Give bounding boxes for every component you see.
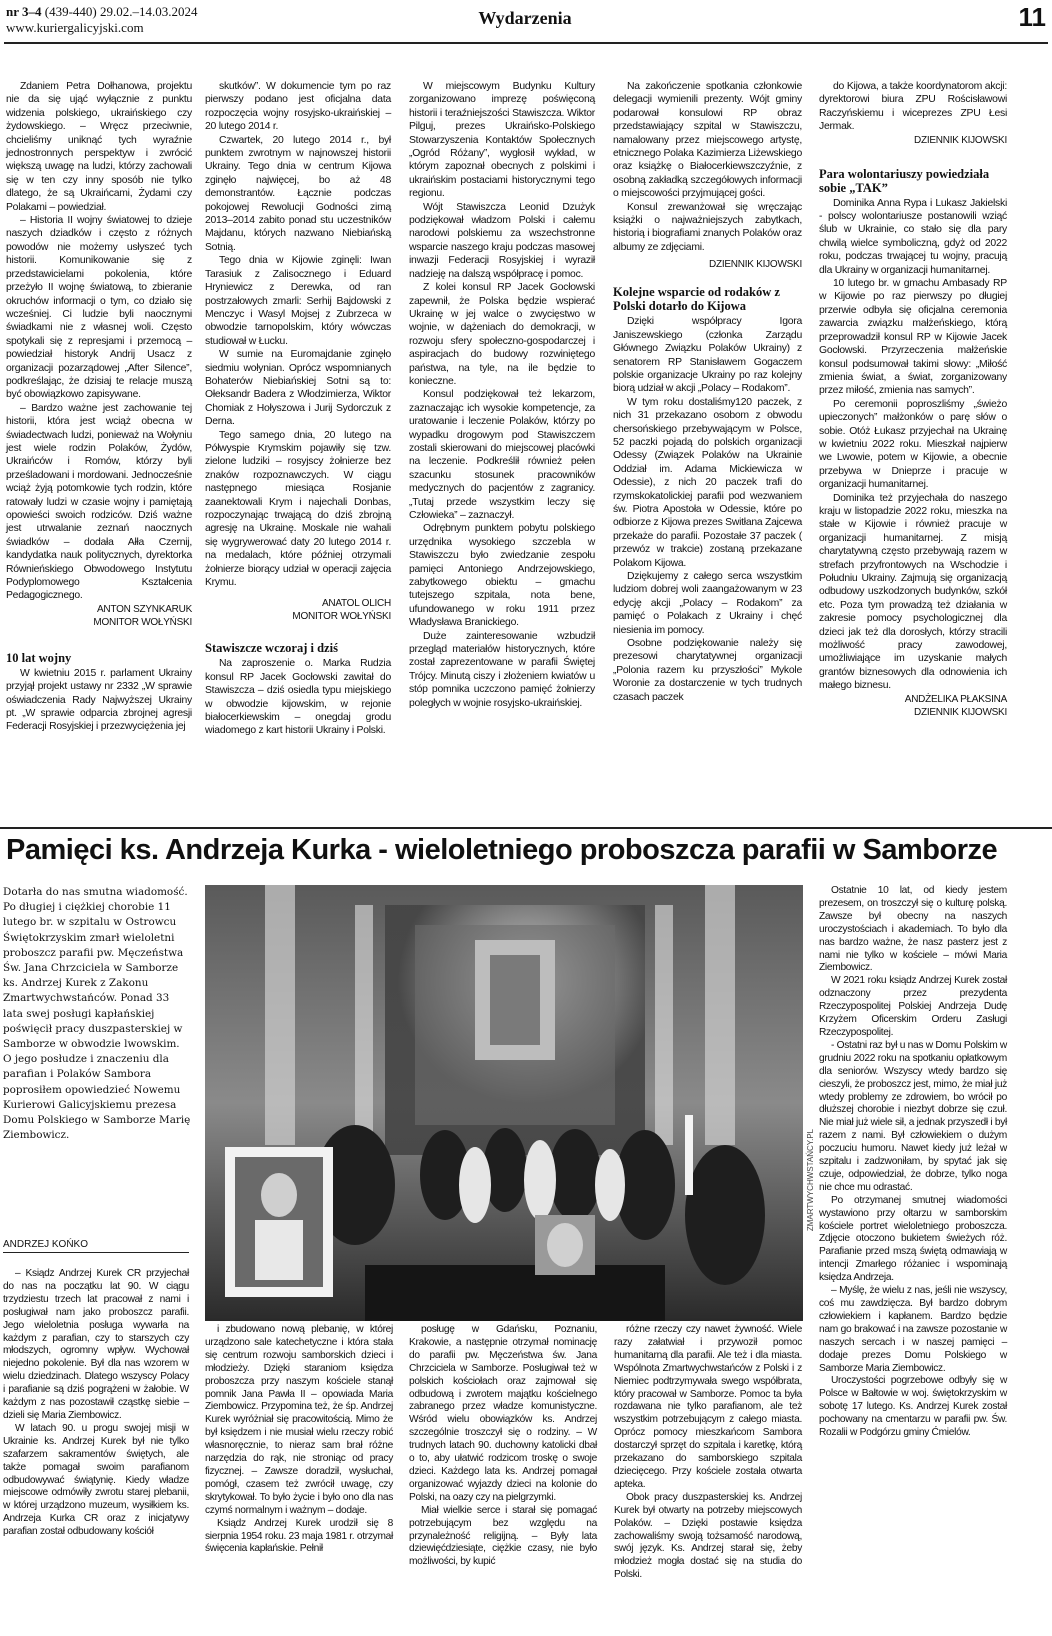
paragraph: W latach 90. u progu swojej misji w Ukrainie ks. Andrzej Kurek był nie tylko szafarzem sakramentów świętych, ale także pomagał swoim parafianom odbudowywać świątynię. Kiedy władze miejscowe odmówiły zwrotu starej plebanii, w której urządzono muzeum, wysiłkiem ks. Andrzeja Kurka CR oraz z inicjatywy parafian został odbudowany kościół — [3, 1422, 189, 1538]
paragraph: Po otrzymanej smutnej wiadomości wystawiono przy ołtarzu w samborskim kościele portret wieloletniego proboszcza. Zdjęcie otoczono bukietem świeżych róż. Parafianie przed mszą świętą odmawiają w intencji Zmarłego różaniec i wspominają księdza Andrzeja. — [819, 1194, 1007, 1284]
byline: DZIENNIK KIJOWSKI — [914, 134, 1007, 146]
subheading: Para wolontariuszy powiedziała sobie „TAK” — [819, 166, 990, 195]
paragraph: do Kijowa, a także koordynatorom akcji: dyrektorowi biura ZPU Rościsławowi Raczyńskiemu i wiceprezes ZPU Łesi Jermak. — [819, 81, 1007, 133]
col1-body — [6, 80, 192, 603]
paragraph: W miejscowym Budynku Kultury zorganizowano imprezę poświęconą historii i teraźniejszości Stawiszcza. Wiktor Pilguj, prezes Ukraińsko-Polskiego Stowarzyszenia Kontaktów Społecznych „Ogród Różany”, wygłosił wykład, w którym zapoznał obecnych z polskimi i ukraińskim postaciami historycznymi tego regionu. — [409, 81, 595, 200]
paragraph: W tym roku dostaliśmy120 paczek, z nich 31 przekazano osobom z obwodu chersońskiego przebywającym w Polsce, 52 paczki pojadą do polskich organizacji Odessy (Związek Polaków na Ukrainie Oddział im. Adama Mickiewicza w Odessie), z nich 20 paczek trafi do rzymskokatolickiej parafii pod wezwaniem św. Piotra Apostoła w Odessie, które po odbiorze z Kijowa prezes Switłana Zajcewa przekaże do parafii. Pozostałe 37 paczek ( przewóz w trakcie) zostaną przekazane Polakom Kijowa. — [613, 396, 802, 569]
paragraph: skutków”. W dokumencie tym po raz pierwszy podano jest oficjalna data rozpoczęcia wojny rosyjsko-ukraińskiej – 20 lutego 2014 r. — [205, 81, 391, 133]
byline: ANDŻELIKA PŁAKSINA DZIENNIK KIJOWSKI — [904, 693, 1007, 718]
byline: ANATOL OLICH MONITOR WOŁYŃSKI — [292, 598, 391, 623]
page-number: 11 — [1018, 2, 1046, 32]
header-rule — [4, 42, 1048, 44]
article-col-e — [819, 885, 1007, 1440]
paragraph: Duże zainteresowanie wzbudził przegląd materiałów historycznych, które został zaprezentowane w parafii Świętej Trójcy. Minutą ciszy i złożeniem kwiatów u stóp pomnika uczczono pamięć żołnierzy poległych w wojnie rosyjsko-ukraińskiej. — [409, 630, 595, 709]
article-col-c — [409, 1324, 597, 1569]
paragraph: Obok pracy duszpasterskiej ks. Andrzej Kurek był otwarty na potrzeby miejscowych Polaków. – Dzięki postawie księdza zachowaliśmy swoją tożsamość narodową, swój język. Ks. Andrzej starał się, żeby młodzież mogła dostać się na studia do Polski. — [614, 1491, 802, 1581]
col5-body-2 — [819, 197, 1007, 693]
paragraph: Tego samego dnia, 20 lutego na Półwyspie Krymskim pojawiły się tzw. zielone ludziki – rosyjscy żołnierze bez znaków rozpoznawczych. W ciągu następnego miesiąca Rosjanie zaanektowali Krym i najechali Donbas, rozpoczynając trwającą do dziś zbrojną agresję na Ukrainę. Moskale nie wahali się wygrywerować daty 20 lutego 2014 r. na medalach, które później otrzymali żołnierze biorący udział w operacji zajęcia Krymu. — [205, 429, 391, 589]
paragraph: W sumie na Euromajdanie zginęło siedmiu wołynian. Oprócz wspomnianych Bohaterów Niebiańskiej Sotni są to: Ołeksandr Badera z Włodzimierza, Wiktor Chomiak z Hołyszowa i Jurij Sydorczuk z Derna. — [205, 349, 391, 428]
col4-body — [613, 80, 802, 254]
col4-body-2 — [613, 315, 802, 704]
paragraph: Dominika też przyjechała do naszego kraju w listopadzie 2022 roku, mieszka na stałe w Kijowie i również pracuje w organizacji humanitarnej. Z misją charytatywną często przebywają razem w strefach przyfrontowych na Wschodzie i Południu Ukrainy. Zajmują się organizacją odbudowy uszkodzonych budynków, szkół etc. Poza tym prowadzą też działania w zakresie pomocy psychologicznej dla dzieci jak też dla dorosłych, którzy stracili możliwość pracy zawodowej, umożliwiające im uzyskanie małych grantów biznesowych dla odnowienia ich małego biznesu. — [819, 492, 1007, 692]
paragraph: Uroczystości pogrzebowe odbyły się w Polsce w Bałtowie w woj. świętokrzyskim w sobotę 17 lutego. Ks. Andrzej Kurek został pochowany na cmentarzu w parafii pw. Św. Rozalii w Podgórzu gminy Ćmielów. — [819, 1375, 1007, 1439]
funeral-mass-photo — [205, 885, 803, 1321]
column-1 — [6, 80, 192, 734]
church-interior-image — [205, 885, 803, 1321]
article-col-a — [3, 1268, 189, 1539]
paragraph: Konsul zrewanżował się wręczając książki o najważniejszych zabytkach, historią i biografiami znanych Polaków oraz albumy ze zdjęciami. — [613, 201, 802, 253]
column-2 — [205, 80, 391, 738]
col2-body — [205, 80, 391, 589]
paragraph: Miał wielkie serce i starał się pomagać potrzebującym bez względu na przynależność religijną. – Były lata dziewięćdziesiąte, ciężkie czasy, nie było możliwości, by kupić — [409, 1504, 597, 1568]
paragraph: – Ksiądz Andrzej Kurek CR przyjechał do nas na początku lat 90. W ciągu trzydziestu trzech lat pracował z nami i posługiwał nam jako proboszcz parafii. Jego wieloletnia posługa wywarła na każdym z parafian, czy to starszych czy młodszych, ogromny wpływ. Wychował niejedno pokolenie. Był dla nas wzorem w wielu dziedzinach. Dlatego wszyscy Polacy i parafianie są dziś pogrążeni w żałobie. W każdym z nas pozostawił cząstkę siebie – dzieli się Maria Ziembowicz. — [3, 1268, 189, 1421]
byline: DZIENNIK KIJOWSKI — [709, 259, 802, 271]
paragraph: Odrębnym punktem pobytu polskiego urzędnika wysokiego szczebla w Stawiszczu było zwiedzanie zespołu pamięci Antoniego Andrzejowskiego, zabytkowego obiektu – gmachu tutejszego szpitala, nota bene, ufundowanego w roku 1911 przez Władysława Branickiego. — [409, 523, 595, 629]
article-col-b — [205, 1324, 393, 1556]
col2-body-2 — [205, 657, 391, 737]
column-5 — [819, 80, 1007, 719]
section-divider — [0, 827, 1052, 829]
paragraph: - Ostatni raz był u nas w Domu Polskim w grudniu 2022 roku na spotkaniu opłatkowym dla seniorów. Wszyscy wtedy bardzo się cieszyli, że proboszcz jest, mimo, że miał już wtedy problemy ze zdrowiem, bo wrócił po dłuższej chorobie i niezbyt dobrze się czuł. Nie miał już wiele sił, a jednak przyszedł i był razem z nami. Był człowiekiem o dużym poczuciu humoru. Nawet kiedy już leżał w szpitalu i zadzwoniłam, by spytać jak się czuje, odpowiedział, że dobrze, tylko noga nie chce mu odrastać. — [819, 1039, 1007, 1193]
paragraph: Ksiądz Andrzej Kurek urodził się 8 sierpnia 1954 roku. 23 maja 1981 r. otrzymał święcenia kapłańskie. Pełnił — [205, 1517, 393, 1555]
subheading: Kolejne wsparcie od rodaków z Polski dotarło do Kijowa — [613, 285, 780, 314]
site-url[interactable]: www.kuriergalicyjski.com — [6, 20, 144, 35]
article-col-d — [614, 1324, 802, 1582]
paragraph: różne rzeczy czy nawet żywność. Wiele razy załatwiał i przywoził pomoc humanitarną dla parafii. Ale też i dla miasta. Wspólnota Zmartwychwstańców z Polski i z Niemiec podtrzymywała swego współbrata, który pracował w Samborze. Pomoc ta była rozdawana nie tylko parafianom, ale też wszystkim potrzebującym z całego miasta. Oprócz pomocy mieszkańcom Sambora dostarczył sprzęt do szpitala i karetkę, którą przekazano do samborskiego szpitala dziecięcego. Przy kościele została otwarta apteka. — [614, 1324, 802, 1490]
paragraph: Po ceremonii poproszliśmy „świeżo upieczonych” małżonków o parę słów o sobie. Otóż Łukasz przyjechał na Ukrainę w kwietniu 2022 roku. Mieszkał najpierw we Lwowie, potem w Kijowie, a obecnie przebywa w Dnieprze i pracuje w organizacji humanitarnej. — [819, 398, 1007, 491]
paragraph: Czwartek, 20 lutego 2014 r., był punktem zwrotnym w najnowszej historii Ukrainy. Tego dnia w centrum Kijowa zginęło najwięcej, bo aż 48 demonstrantów. Łącznie podczas pokojowej Rewolucji Godności zimą 2013–2014 zabito ponad stu uczestników Majdanu, których nazwano Niebiańską Sotnią. — [205, 134, 391, 253]
issue-info: nr 3–4 (439-440) 29.02.–14.03.2024 — [6, 4, 198, 19]
article-author: ANDRZEJ KOŃKO — [3, 1239, 189, 1253]
paragraph: posługę w Gdańsku, Poznaniu, Krakowie, a następnie otrzymał nominację do parafii pw. Męczeństwa św. Jana Chrzciciela w Samborze. Posługiwał też w polskich kościołach oraz zajmował się odbudową i zwrotem majątku kościelnego zabranego przez władze komunistyczne. Wśród wielu obowiązków ks. Andrzej szczególnie troszczył się o rodziny. – W trudnych latach 90. duchowny katolicki dbał o to, aby ułatwić rodzicom troskę o swoje dzieci. Każdego lata ks. Andrzej pomagał organizować wyjazdy dzieci na kolonie do Polski, na oazy czy na pielgrzymki. — [409, 1324, 597, 1503]
article-lead: Dotarła do nas smutna wiadomość. Po długiej i ciężkiej chorobie 11 lutego br. w szpitalu w Ostrowcu Świętokrzyskim zmarł wieloletni proboszcz parafii pw. Męczeństwa Św. Jana Chrzciciela w Samborze ks. Andrzej Kurek z Zakonu Zmartwychwstańców. Ponad 33 lata swej posługi kapłańskiej poświęcił pracy duszpasterskiej w Samborze w obwodzie lwowskim. O jego posłudze i znaczeniu dla parafian i Polaków Sambora poprosiłem opowiedzieć Nowemu Kurierowi Galicyjskiemu prezesa Domu Polskiego w Samborze Marię Ziembowicz. — [3, 886, 191, 1142]
section-title: Wydarzenia — [478, 8, 572, 28]
paragraph: Z kolei konsul RP Jacek Gocłowski zapewnił, że Polska będzie wspierać Ukrainę w jej walce o zwycięstwo w wojnie, w dążeniach do demokracji, w rozwoju sfery społeczno-gospodarczej i aspiracjach do budowy rozwiniętego państwa, na tyle, na ile będzie to konieczne. — [409, 282, 595, 387]
paragraph: Na zakończenie spotkania członkowie delegacji wymienili prezenty. Wójt gminy podarował konsulowi RP obraz przedstawiający szpital w Stawiszczu, namalowany przez miejscowego artystę, etnicznego Polaka Kazimierza Liżewskiego oraz książkę o Białocerkiewszczyźnie, z osobną zakładką szczegółowych informacji o miejscowości przyjmującej gości. — [613, 81, 802, 200]
paragraph: Zdaniem Petra Dołhanowa, projektu nie da się ująć wyłącznie z punktu widzenia polskiego, ukraińskiego czy żydowskiego. – Wręcz przeciwnie, chcieliśmy uniknąć tych wyraźnie jednostronnych perspektyw i zwrócić większą uwagę na ludzi, którzy zachowali się w ten czy inny sposób nie tylko dlatego, że są Ukraińcami, Żydami czy Polakami – powiedział. — [6, 81, 192, 213]
subheading: 10 lat wojny — [6, 650, 72, 665]
col3-body — [409, 80, 595, 710]
paragraph: – Historia II wojny światowej to dzieje naszych dziadków i często z różnych powodów nie możemy usłyszeć tych historii. Komunikowanie się z przedstawicielami pokolenia, które przeżyło II wojnę światową, to zbieranie okruchów informacji o tym, co działo się wcześniej. Ci ludzie byli naocznymi świadkami nie z własnej woli. Często spotykali się z represjami i przemocą – powiedział historyk Andrij Usacz z organizacji pozarządowej „After Silence”, podkreślając, że dzisiaj te relacje muszą być obowiązkowo zapisywane. — [6, 215, 192, 401]
paragraph: Dziękujemy z całego serca wszystkim ludziom dobrej woli zaangażowanym w 23 edycję akcji „Polacy – Rodakom” za pamięć o Polakach z Ukrainy i chęć niesienia im pomocy. — [613, 571, 802, 636]
paragraph: Konsul podziękował też lekarzom, zaznaczając ich wysokie kompetencje, za uratowanie i leczenie Polaków, którzy po wypadku drogowym pod Stawiszczem zostali skierowani do miejscowej placówki na leczenie. Podkreślił również pełen szacunku stosunek pracowników medycznych do pacjentów z zagranicy. „Tutaj przede wszystkim leczy się Człowieka” – zaznaczył. — [409, 389, 595, 521]
col5-body — [819, 80, 1007, 134]
paragraph: 10 lutego br. w gmachu Ambasady RP w Kijowie po raz pierwszy po długiej przerwie odbyła się oficjalna ceremonia zawarcia związku małżeńskiego, którą przeprowadził konsul RP w Kijowie Jacek Gocłowski. Przyrzeczenia małżeńskie konsul podsumował takimi słowy: „Miłość zmienia świat, a świat, zorganizowany przez miłość, zmienia nas samych”. — [819, 278, 1007, 397]
column-3 — [409, 80, 595, 710]
paragraph: Wójt Stawiszcza Leonid Dzużyk podziękował władzom Polski i całemu narodowi polskiemu za wszechstronne wsparcie naszego kraju podczas masowej inwazji Federacji Rosyjskiej i wyraził nadzieję na dalszą współpracę i pomoc. — [409, 201, 595, 280]
paragraph: – Bardzo ważne jest zachowanie tej historii, która jest wciąż obecna w świadectwach ludzi, ponieważ na Wołyniu jest wiele rodzin Polaków, Żydów, Ukraińców i Romów, którzy byli prześladowani i mordowani. Jednocześnie wciąż żyją potomkowie tych rodzin, które ratowały ludzi w czasie wojny i pamiętają opowieści swoich rodziców. Dziś ważne jest utrwalanie zeznań naocznych świadków – dodała Ałła Czernij, kandydatka nauk politycznych, dyrektorka Równieńskiego Obwodowego Instytutu Podyplomowego Kształcenia Pedagogicznego. — [6, 402, 192, 602]
photo-credit: ZMARTWYCHWSTAŃCY.PL — [806, 1128, 815, 1232]
paragraph: W kwietniu 2015 r. parlament Ukrainy przyjął projekt ustawy nr 2332 „W sprawie oświadczenia Rady Najwyższej Ukrainy pt. „W sprawie odparcia zbrojnej agresji Federacji Rosyjskiej i przezwyciężenia jej — [6, 667, 192, 733]
col1-body-2 — [6, 667, 192, 734]
paragraph: i zbudowano nową plebanię, w której urządzono sale katechetyczne i która stała się centrum rozwoju samborskich dzieci i młodzieży. Dzięki staraniom księdza proboszcza przy naszym kościele stanął pomnik Jana Pawła II – opowiada Maria Ziembowicz. Przypomina też, że śp. Andrzej Kurek wyróżniał się pracowitością. Mimo że był księdzem i nie musiał wielu rzeczy robić własnoręcznie, to nieraz sam brał różne narzędzia do rąk, nie stroniąc od pracy fizycznej. – Zawsze doradził, wysłuchał, pomógł, czasem też zwrócił uwagę, czy skrytykował. To było życie i było ono dla nas czymś normalnym i ważnym – dodaje. — [205, 1324, 393, 1516]
paragraph: Na zaproszenie o. Marka Rudzia konsul RP Jacek Gocłowski zawitał do Stawiszcza – dziś osiedla typu miejskiego w obwodzie kijowskim, w rejonie białocerkiewskim – onegdaj grodu wiadomego z kart historii Ukrainy i Polski. — [205, 658, 391, 737]
byline: ANTON SZYNKARUK MONITOR WOŁYŃSKI — [93, 603, 192, 628]
paragraph: Tego dnia w Kijowie zginęli: Iwan Tarasiuk z Zalisocznego i Eduard Hryniewicz z Derewka, od ran postrzałowych zmarli: Serhij Bajdowski z Menczyc i Wasyl Mojsej z Zubrzeca w obwodzie tarnopolskim, który wówczas studiował w Łucku. — [205, 255, 391, 347]
paragraph: Dzięki współpracy Igora Janiszewskiego (członka Zarządu Głównego Związku Polaków Ukrainy) z senatorem RP Stanisławem Gogaczem polskie organizacje Ukrainy po raz kolejny biorą udział w akcji „Polacy – Rodakom”. — [613, 316, 802, 395]
paragraph: W 2021 roku ksiądz Andrzej Kurek został odznaczony przez prezydenta Rzeczypospolitej Polskiej Andrzeja Dudę Krzyżem Oficerskim Orderu Zasługi Rzeczypospolitej. — [819, 975, 1007, 1038]
column-4 — [613, 80, 802, 704]
page-header — [0, 0, 1052, 48]
paragraph: – Myślę, że wielu z nas, jeśli nie wszyscy, coś mu zawdzięcza. Był bardzo dobrym człowiekiem i kapłanem. Bardzo będzie nam go brakować i na zawsze pozostanie w naszych sercach i w naszej pamięci – dodaje prezes Domu Polskiego w Samborze Maria Ziembowicz. — [819, 1285, 1007, 1374]
paragraph: Dominika Anna Rypa i Lukasz Jakielski - polscy wolontariusze postanowili wziąć ślub w Ukrainie, co stało się dla pary chwilą wielce symboliczną, gdyż od 2022 roku, podczas trwającej tu wojny, pracują dla Ukrainy w organizacji humanitarnej. — [819, 197, 1007, 276]
paragraph: Osobne podziękowanie należy się prezesowi charytatywnej organizacji „Polonia razem ku przyszłości” Mykole Woronie za dostarczenie w tych trudnych czasach paczek — [613, 638, 802, 703]
subheading: Stawiszcze wczoraj i dziś — [205, 641, 338, 656]
article-headline: Pamięci ks. Andrzeja Kurka - wieloletniego proboszcza parafii w Samborze — [6, 834, 998, 866]
paragraph: Ostatnie 10 lat, od kiedy jestem prezesem, on troszczył się o kulturę polską. Zawsze był obecny na naszych uroczystościach i akademiach. To było dla nas bardzo ważne, że nasz pasterz jest z nami nie tylko w kościele – mówi Maria Ziembowicz. — [819, 885, 1007, 974]
